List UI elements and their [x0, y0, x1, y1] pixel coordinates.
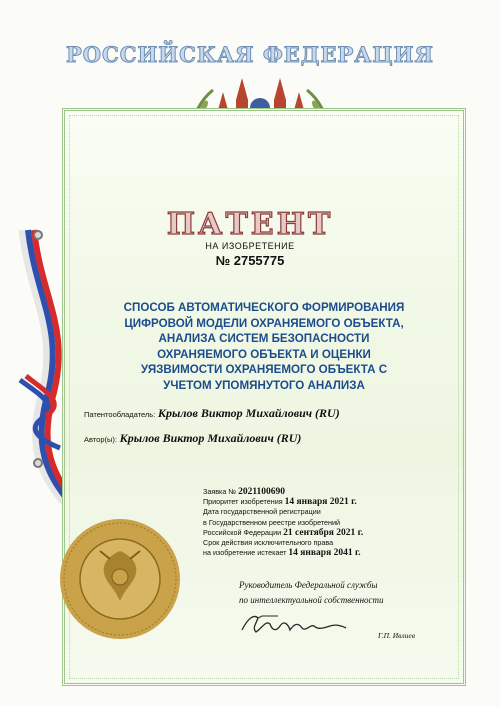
title-line: ЦИФРОВОЙ МОДЕЛИ ОХРАНЯЕМОГО ОБЪЕКТА, [124, 316, 404, 330]
holder-value: Крылов Виктор Михайлович (RU) [157, 406, 340, 420]
patent-author [84, 431, 301, 446]
official-role [239, 578, 439, 608]
patent-heading: ПАТЕНТ [166, 207, 334, 242]
title-line: АНАЛИЗА СИСТЕМ БЕЗОПАСНОСТИ [158, 332, 370, 345]
role-line: Руководитель Федеральной службы [239, 580, 378, 590]
title-line: ОХРАНЯЕМОГО ОБЪЕКТА И ОЦЕНКИ [157, 347, 371, 361]
validity-line2: на изобретение истекает 14 января 2041 г. [203, 548, 361, 559]
gold-seal [58, 517, 182, 641]
registered-line3: Российской Федерации 21 сентября 2021 г. [203, 527, 364, 538]
title-line: УЯЗВИМОСТИ ОХРАНЯЕМОГО ОБЪЕКТА С [140, 363, 388, 376]
registration-details [203, 487, 453, 558]
holder-label: Патентообладатель: [84, 410, 156, 419]
handwritten-signature [238, 610, 348, 640]
title-line: УЧЕТОМ УПОМЯНУТОГО АНАЛИЗА [163, 378, 365, 392]
registered-line2: в Государственном реестре изобретений [203, 517, 341, 527]
country-heading: РОССИЙСКАЯ ФЕДЕРАЦИЯ [65, 42, 435, 67]
title-line: СПОСОБ АВТОМАТИЧЕСКОГО ФОРМИРОВАНИЯ [123, 301, 405, 314]
validity-line1: Срок действия исключительного права [203, 538, 334, 548]
application-line: Заявка № 2021100690 [203, 487, 286, 497]
official-name: Г.П. Ивлиев [378, 631, 416, 640]
invention-title [86, 300, 442, 393]
priority-line: Приоритет изобретения 14 января 2021 г. [203, 497, 357, 508]
role-line: по интеллектуальной собственности [239, 595, 384, 605]
registered-date: 21 сентября 2021 г. [283, 527, 364, 538]
grommet-bottom [33, 458, 43, 468]
author-label: Автор(ы): [84, 435, 117, 444]
validity-date: 14 января 2041 г. [288, 548, 361, 559]
patent-holder [84, 406, 340, 421]
application-number: 2021100690 [238, 487, 286, 497]
priority-date: 14 января 2021 г. [284, 497, 357, 508]
patent-type: НА ИЗОБРЕТЕНИЕ [205, 241, 295, 251]
registered-line1: Дата государственной регистрации [203, 507, 321, 517]
patent-number: № 2755775 [215, 253, 285, 268]
author-value: Крылов Виктор Михайлович (RU) [119, 431, 302, 445]
